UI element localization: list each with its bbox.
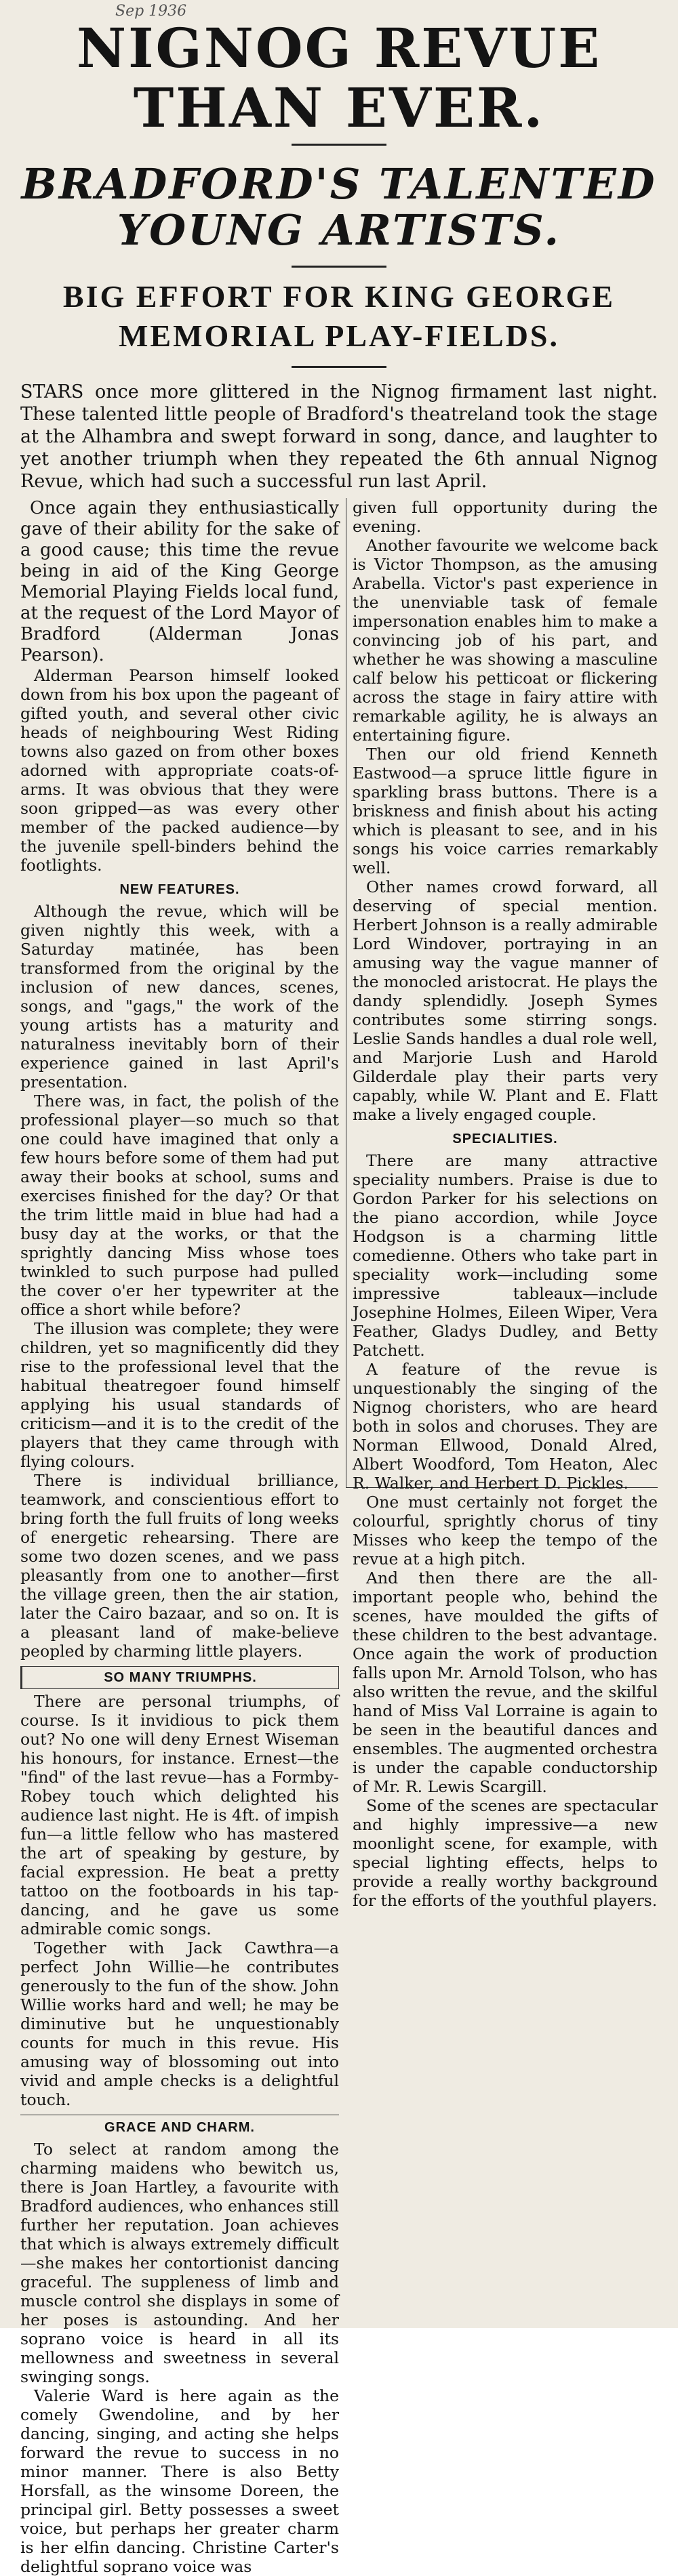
paragraph: There was, in fact, the polish of the professional player—so much so that one could have imagined that only a few hours before some of them had put away their books at school, sums and exercises finished for the day? Or that the trim little maid in blue had had a busy day at the works, or that the sprightly dancing Miss whose toes twinkled to such purpose had pulled the cover o'er her typewriter at the office a short while before? (20, 1092, 339, 1319)
paragraph: Valerie Ward is here again as the comely Gwendoline, and by her dancing, singing, and acting she helps forward the revue to success in no minor manner. There is also Betty Horsfall, as the winsome Doreen, the principal girl. Betty possesses a sweet voice, but perhaps her greater charm is her elfin dancing. Christine Carter's delightful soprano voice was (20, 2386, 339, 2576)
section-heading: SO MANY TRIUMPHS. (20, 1666, 339, 1689)
section-heading: GRACE AND CHARM. (20, 2115, 339, 2137)
paragraph: Alderman Pearson himself looked down from his box upon the pageant of gifted youth, and several other civic heads of neighbouring West Riding towns also gazed on from other boxes adorned with appropriate coats-of-arms. It was obvious that they were soon gripped—as was every other member of the packed audience—by the juvenile spell-binders behind the footlights. (20, 666, 339, 875)
paragraph: Then our old friend Kenneth Eastwood—a spruce little figure in sparkling brass buttons. There is a briskness and finish about his acting which is pleasant to see, and in his songs his voice carries remarkably well. (353, 745, 658, 877)
paragraph: Other names crowd forward, all deserving of special mention. Herbert Johnson is a really admirable Lord Windover, portraying in an amusing way the vague manner of the monocled aristocrat. He plays the dandy splendidly. Joseph Symes contributes some stirring songs. Leslie Sands handles a dual role well, and Marjorie Lush and Harold Gilderdale play their parts very capably, while W. Plant and E. Flatt make a lively engaged couple. (353, 877, 658, 1124)
paragraph: Although the revue, which will be given nightly this week, with a Saturday matinée, has been transformed from the original by the inclusion of new dances, scenes, songs, and "gags," the work of the young artists has a maturity and naturalness inevitably born of their experience gained in last April's presentation. (20, 902, 339, 1092)
paragraph: The illusion was complete; they were children, yet so magnificently did they rise to the professional level that the habitual theatregoer found himself applying his usual standards of criticism—and it is to the credit of the players that they came through with flying colours. (20, 1319, 339, 1471)
paragraph: There is individual brilliance, teamwork, and conscientious effort to bring forth the full fruits of long weeks of energetic rehearsing. There are some two dozen scenes, and we pass pleasantly from one to another—first the village green, then the air station, later the Cairo bazaar, and so on. It is a pleasant land of make-believe peopled by charming little players. (20, 1471, 339, 1661)
deck-line-1: BIG EFFORT FOR KING GEORGE (62, 279, 616, 314)
paragraph: A feature of the revue is unquestionably the singing of the Nignog choristers, who are heard both in solos and choruses. They are Norman Ellwood, Donald Alred, Albert Woodford, Tom Heaton, Alec R. Walker, and Herbert D. Pickles. (353, 1360, 658, 1493)
left-column (20, 498, 339, 2576)
subhead-line-1: BRADFORD'S TALENTED (21, 159, 657, 209)
section-heading: SPECIALITIES. (452, 1131, 558, 1146)
paragraph: Some of the scenes are spectacular and highly impressive—a new moonlight scene, for example, with special lighting effects, helps to provide a really worthy background for the efforts of the youthful players. (353, 1796, 658, 1910)
paragraph: There are many attractive speciality numbers. Praise is due to Gordon Parker for his selections on the piano accordion, while Joyce Hodgson is a charming little comedienne. Others who take part in speciality work—including some impressive tableaux—include Josephine Holmes, Eileen Wiper, Vera Feather, Gladys Dudley, and Betty Patchett. (353, 1151, 658, 1360)
divider-rule (292, 266, 386, 268)
section-heading: NEW FEATURES. (119, 882, 240, 897)
headline-line-2: THAN EVER. (133, 76, 545, 140)
handwritten-date-note: Sep 1936 (115, 3, 187, 20)
paragraph: To select at random among the charming maidens who bewitch us, there is Joan Hartley, a favourite with Bradford audiences, who enhances still further her reputation. Joan achieves that which is always extremely difficult—she makes her contortionist dancing graceful. The suppleness of limb and muscle control she displays in some of her poses is astounding. And her soprano voice is heard in all its mellowness and sweetness in several swinging songs. (20, 2140, 339, 2386)
divider-rule (292, 144, 386, 146)
lede-paragraph: STARS once more glittered in the Nignog firmament last night. These talented little people of Bradford's theatreland took the stage at the Alhambra and swept forward in song, dance, and laughter to yet another triumph when they repeated the 6th annual Nignog Revue, which had such a successful run last April. (20, 381, 658, 492)
divider-rule (292, 366, 386, 368)
right-column (353, 498, 658, 1910)
paragraph: One must certainly not forget the colourful, sprightly chorus of tiny Misses who keep the tempo of the revue at a high pitch. (353, 1493, 658, 1569)
paragraph: Once again they enthusiastically gave of their ability for the sake of a good cause; this time the revue being in aid of the King George Memorial Playing Fields local fund, at the request of the Lord Mayor of Bradford (Alderman Jonas Pearson). (20, 498, 339, 665)
headline-line-1: NIGNOG REVUE (76, 16, 602, 80)
paragraph: Another favourite we welcome back is Victor Thompson, as the amusing Arabella. Victor's past experience in the unenviable task of female impersonation enables him to make a convincing job of his part, and whether he was showing a masculine calf below his petticoat or flickering across the stage in fairy attire with remarkable agility, he is always an entertaining figure. (353, 536, 658, 745)
subhead-line-2: YOUNG ARTISTS. (117, 205, 561, 255)
paragraph: Together with Jack Cawthra—a perfect John Willie—he contributes generously to the fun of the show. John Willie works hard and well; he may be diminutive but he unquestionably counts for much in this revue. His amusing way of blossoming out into vivid and ample checks is a delightful touch. (20, 1938, 339, 2109)
paragraph: And then there are the all-important people who, behind the scenes, have moulded the gifts of these children to the best advantage. Once again the work of production falls upon Mr. Arnold Tolson, who has also written the revue, and the skilful hand of Miss Val Lorraine is again to be seen in the beautiful dances and ensembles. The augmented orchestra is under the capable conductorship of Mr. R. Lewis Scargill. (353, 1569, 658, 1796)
deck-line-2: MEMORIAL PLAY-FIELDS. (118, 318, 560, 353)
paragraph: given full opportunity during the evening. (353, 498, 658, 536)
paragraph: There are personal triumphs, of course. Is it invidious to pick them out? No one will deny Ernest Wiseman his honours, for instance. Ernest—the "find" of the last revue—has a Formby-Robey touch which delighted his audience last night. He is 4ft. of impish fun—a little fellow who has mastered the art of speaking by gesture, by facial expression. He beat a pretty tattoo on the footboards in his tap-dancing, and he gave us some admirable comic songs. (20, 1692, 339, 1938)
